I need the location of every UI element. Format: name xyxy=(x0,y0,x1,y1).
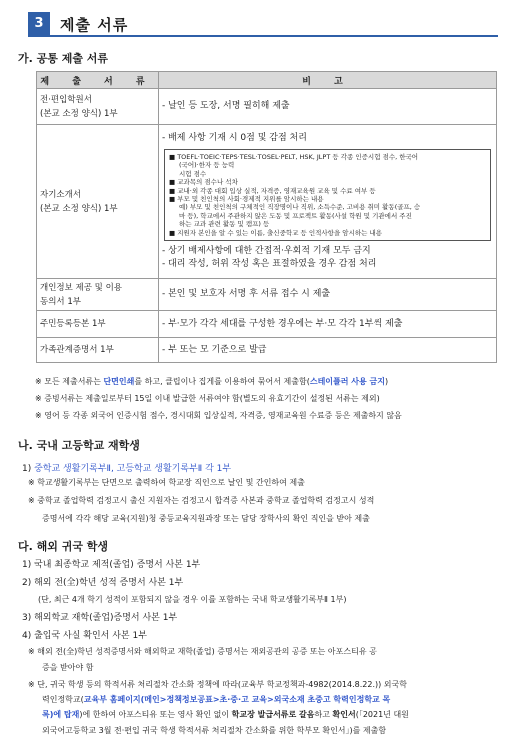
doc-cell: 주민등록등본 1부 xyxy=(37,311,159,338)
da-item-1: 1) 국내 최종학교 제적(졸업) 증명서 사본 1부 xyxy=(22,560,201,570)
na-item-1 xyxy=(22,461,231,474)
remark-line: - 배제 사항 기재 시 0점 및 감점 처리 xyxy=(162,132,307,143)
box-line: ■ 지원자 본인을 알 수 있는 이름, 출신중학교 등 인적사항을 암시하는 내용 xyxy=(169,228,383,237)
doc-qty: 동의서 1부 xyxy=(40,296,81,307)
box-line: 하는 교과 관련 활동 및 캠프) 등 xyxy=(179,220,270,229)
section-number-badge: 3 xyxy=(28,12,50,36)
remark-cell xyxy=(159,125,497,279)
box-line: 예) 부모 및 친인척의 구체적인 직장명이나 직위, 소득수준, 고비용 취미 활동(골프, 승 xyxy=(179,203,421,212)
note-text: 력인정학교( xyxy=(42,695,84,704)
remark-cell: - 본인 및 보호자 서명 후 서류 접수 시 제출 xyxy=(159,279,497,311)
box-line: ■ 부모 및 친인척의 사회·경제적 지위를 암시하는 내용 xyxy=(169,195,324,203)
doc-name: 자기소개서 xyxy=(40,189,82,200)
doc-qty: (본교 소정 양식) 1부 xyxy=(40,203,118,214)
note-text: (「2021년 대원 xyxy=(355,710,409,719)
da-note-2-cont xyxy=(42,693,498,707)
doc-cell xyxy=(37,125,159,279)
note-text: 를 하고, 클립이나 집게를 이용하여 묶어서 제출함( xyxy=(134,377,310,386)
da-note-1: ※ 해외 전(全)학년 성적증명서와 해외학교 재학(졸업) 증명서는 재외공관의 공증 또는 아포스티유 공 xyxy=(28,647,377,656)
item-text: 중학교 생활기록부Ⅱ, 고등학교 생활기록부Ⅱ 각 1부 xyxy=(34,464,232,474)
da-item-4: 4) 출입국 사실 확인서 사본 1부 xyxy=(22,631,147,641)
note-highlight: 단면인쇄 xyxy=(103,377,135,386)
box-line: (국어)·한자 등 능력 xyxy=(179,161,235,170)
note-highlight: 스테이플러 사용 금지 xyxy=(309,377,385,386)
box-line: ■ TOEFL·TOEIC·TEPS·TESL·TOSEL·PELT, HSK, JLPT 등 각종 인증시험 점수, 한국어 xyxy=(169,152,419,161)
note-bold: 확인서 xyxy=(332,710,356,719)
header-divider xyxy=(28,35,498,37)
note-validity: ※ 증빙서류는 제출일로부터 15일 이내 발급한 서류여야 함(별도의 유효기간이 설정된 서류는 제외) xyxy=(35,394,380,403)
doc-cell xyxy=(37,89,159,125)
table-row xyxy=(37,125,497,279)
note-highlight: 교육부 홈페이지(메인>정책정보공표>초·중·고 교육>외국소재 초중고 학력인정학교 목 xyxy=(83,695,391,704)
doc-name: 전·편입학원서 xyxy=(40,94,92,105)
table-header-row xyxy=(37,72,497,89)
section-header xyxy=(28,12,498,36)
table-row xyxy=(37,338,497,363)
note-text: ※ 모든 제출서류는 xyxy=(35,377,104,386)
note-text: 하고 xyxy=(314,710,333,719)
da-item-3: 3) 해외학교 재학(졸업)증명서 사본 1부 xyxy=(22,613,178,623)
da-note-2-cont: 외국어고등학교 3월 전·편입 귀국 학생 학적서류 처리절차 간소화를 위한 학부모 확인서」)를 제출함 xyxy=(42,726,387,735)
note-text: )에 한하여 아포스티유 또는 영사 확인 없이 xyxy=(79,710,232,719)
remark-line: - 상기 배제사항에 대한 간접적·우회적 기재 모두 금지 xyxy=(162,246,371,257)
remark-cell: - 부 또는 모 기준으로 발급 xyxy=(159,338,497,363)
da-note-1-cont: 증을 받아야 함 xyxy=(42,663,94,672)
note-highlight: 록)에 탑재 xyxy=(42,710,80,719)
remark-cell: - 날인 등 도장, 서명 필히해 제출 xyxy=(159,89,497,125)
documents-table xyxy=(36,71,497,363)
note-bold: 학교장 발급서류로 갈음 xyxy=(231,710,315,719)
exclusion-list-box xyxy=(164,149,491,241)
na-note-1: ※ 학교생활기록부는 단면으로 출력하여 학교장 직인으로 날인 및 간인하여 제출 xyxy=(28,478,305,487)
remark-cell: - 부·모가 각각 세대를 구성한 경우에는 부·모 각각 1부씩 제출 xyxy=(159,311,497,338)
table-header-docs: 제 출 서 류 xyxy=(37,72,159,89)
box-line: ■ 교과목의 점수나 석차 xyxy=(169,178,238,187)
doc-qty: (본교 소정 양식) 1부 xyxy=(40,108,118,119)
da-item-2-sub: (단, 최근 4개 학기 성적이 포함되지 않을 경우 이를 포함하는 국내 학교생활기록부Ⅱ 1부) xyxy=(38,595,347,604)
box-line: 시험 점수 xyxy=(179,169,207,178)
table-row xyxy=(37,311,497,338)
da-item-2: 2) 해외 전(全)학년 성적 증명서 사본 1부 xyxy=(22,578,184,588)
table-row xyxy=(37,279,497,311)
table-header-remarks: 비 고 xyxy=(159,72,497,89)
item-number: 1) xyxy=(22,464,35,474)
box-line: ■ 교내·외 각종 대회 입상 실적, 자격증, 영재교육원 교육 및 수료 여부 등 xyxy=(169,186,376,195)
box-line: 마 등), 학교에서 주관하지 않은 도동 및 프로젝트 활동(사설 학원 및 기관에서 주진 xyxy=(179,211,412,220)
subsection-title-na: 나. 국내 고등학교 재학생 xyxy=(18,439,140,452)
subsection-title-da: 다. 해외 귀국 학생 xyxy=(18,540,109,553)
note-text: ) xyxy=(384,377,389,386)
section-title: 제출 서류 xyxy=(60,16,129,34)
doc-cell xyxy=(37,279,159,311)
doc-name: 개인정보 제공 및 이용 xyxy=(40,282,123,293)
note-print xyxy=(35,376,500,387)
na-note-2-cont: 증명서에 각각 해당 교육(지원)청 중등교육지원과장 또는 담당 장학사의 확인 직인을 받아 제출 xyxy=(42,514,370,523)
doc-cell: 가족관계증명서 1부 xyxy=(37,338,159,363)
remark-line: - 대리 작성, 허위 작성 혹은 표절하였을 경우 감점 처리 xyxy=(162,259,377,270)
da-note-2-cont xyxy=(42,708,498,722)
da-note-2: ※ 단, 귀국 학생 등의 학적서류 처리절차 간소화 정책에 따라(교육부 학교정책과-4982(2014.8.22.)) 외국학 xyxy=(28,680,407,689)
subsection-title-ga: 가. 공통 제출 서류 xyxy=(18,52,109,65)
table-row xyxy=(37,89,497,125)
na-note-2: ※ 중학교 졸업학력 검정고시 출신 지원자는 검정고시 합격증 사본과 중학교 졸업학력 검정고시 성적 xyxy=(28,496,375,505)
note-exclusions: ※ 영어 등 각종 외국어 인증시험 점수, 경시대회 입상실적, 자격증, 영재교육원 수료증 등은 제출하지 않음 xyxy=(35,411,402,420)
